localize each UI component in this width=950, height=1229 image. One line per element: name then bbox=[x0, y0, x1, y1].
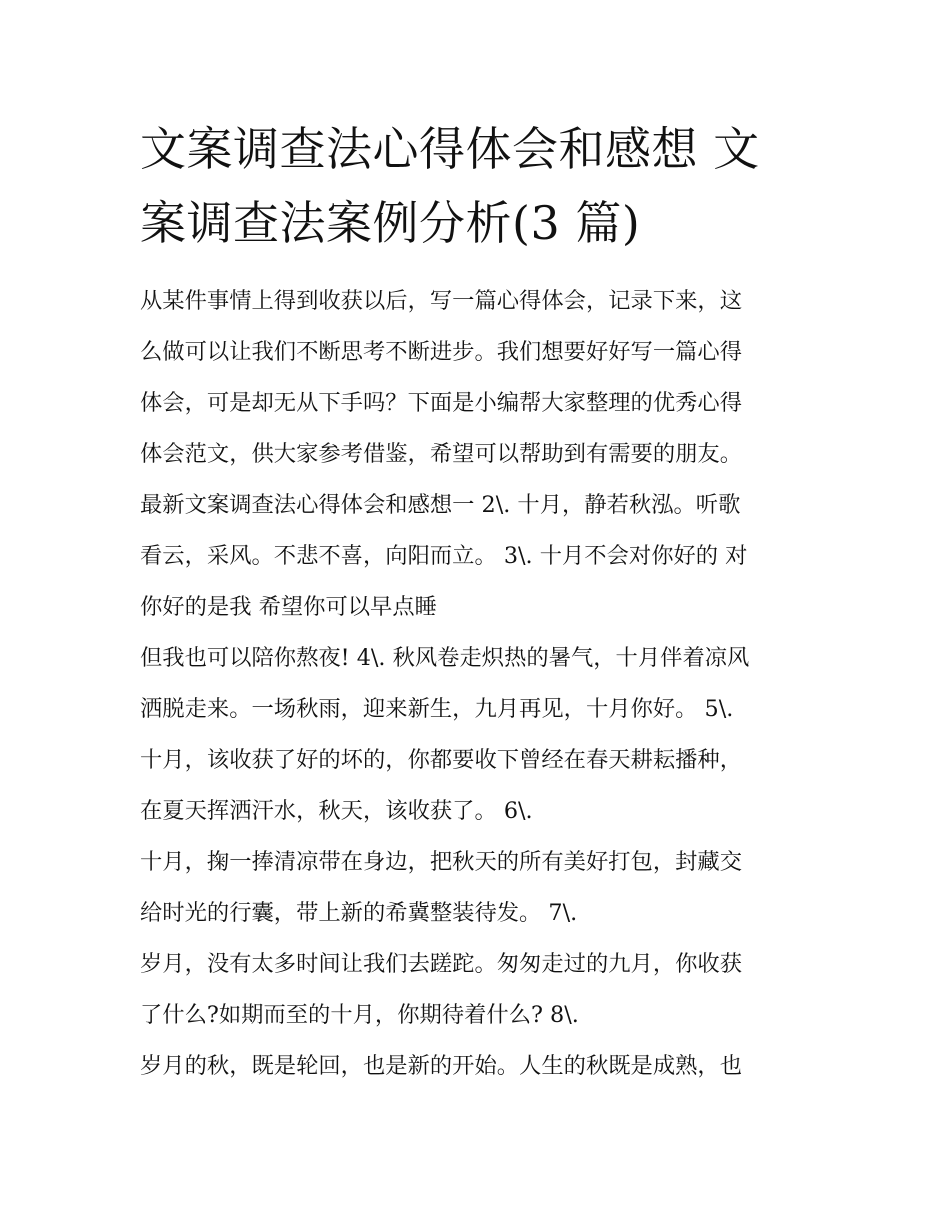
document-body bbox=[140, 281, 830, 1097]
body-line: 从某件事情上得到收获以后，写一篇心得体会，记录下来，这 bbox=[140, 288, 743, 314]
body-line: 十月，掬一捧清凉带在身边，把秋天的所有美好打包，封藏交 bbox=[140, 849, 743, 875]
body-line: 体会，可是却无从下手吗？下面是小编帮大家整理的优秀心得 bbox=[140, 390, 743, 416]
body-line: 看云，采风。不悲不喜，向阳而立。 3\. 十月不会对你好的 对 bbox=[140, 543, 748, 569]
body-line: 岁月，没有太多时间让我们去蹉跎。匆匆走过的九月，你收获 bbox=[140, 951, 743, 977]
body-line: 十月，该收获了好的坏的，你都要收下曾经在春天耕耘播种， bbox=[140, 747, 743, 773]
body-line: 在夏天挥洒汗水，秋天，该收获了。 6\. bbox=[140, 798, 533, 824]
document-title bbox=[140, 112, 820, 260]
body-line: 岁月的秋，既是轮回，也是新的开始。人生的秋既是成熟，也 bbox=[140, 1053, 743, 1079]
title-line: 案调查法案例分析(3 篇) bbox=[140, 196, 641, 250]
title-line: 文案调查法心得体会和感想 文 bbox=[140, 122, 760, 176]
body-line: 给时光的行囊，带上新的希冀整装待发。 7\. bbox=[140, 900, 578, 926]
body-line: 体会范文，供大家参考借鉴，希望可以帮助到有需要的朋友。 bbox=[140, 441, 743, 467]
body-line: 了什么?如期而至的十月，你期待着什么? 8\. bbox=[140, 1002, 579, 1028]
body-line: 洒脱走来。一场秋雨，迎来新生，九月再见，十月你好。 5\. bbox=[140, 696, 734, 722]
body-line: 最新文案调查法心得体会和感想一 2\. 十月，静若秋泓。听歌 bbox=[140, 492, 741, 518]
body-line: 么做可以让我们不断思考不断进步。我们想要好好写一篇心得 bbox=[140, 339, 743, 365]
body-line: 但我也可以陪你熬夜! 4\. 秋风卷走炽热的暑气，十月伴着凉风 bbox=[140, 645, 750, 671]
body-line: 你好的是我 希望你可以早点睡 bbox=[140, 594, 437, 620]
